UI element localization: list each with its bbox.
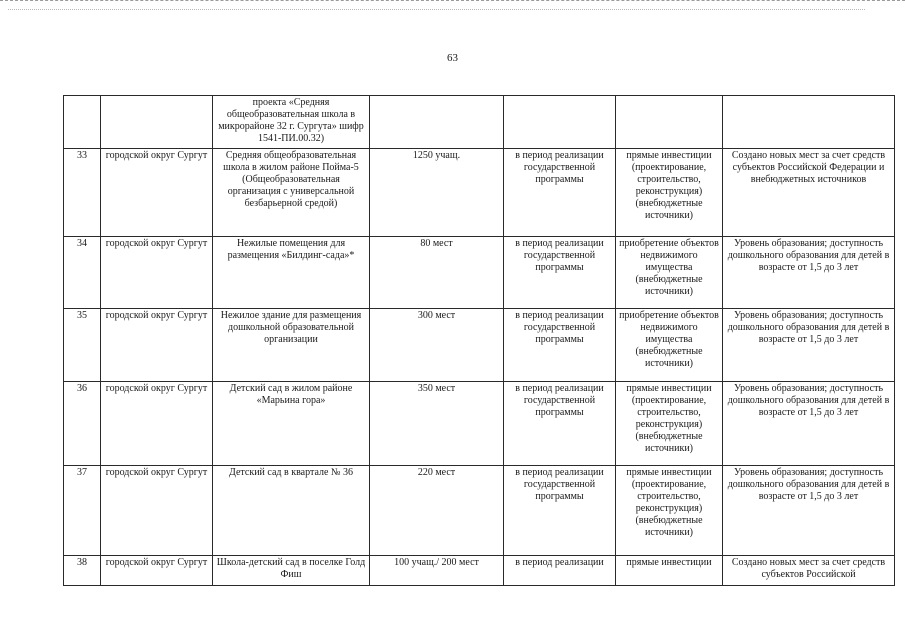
cell-result: Создано новых мест за счет средств субъектов Российской Федерации и внебюджетных источников	[723, 149, 895, 237]
table-row	[64, 382, 895, 466]
cell-district: городской округ Сургут	[101, 309, 213, 382]
cell-investment-type: прямые инвестиции (проектирование, строительство, реконструкция) (внебюджетные источники)	[616, 466, 723, 556]
cell-capacity: 80 мест	[370, 237, 504, 309]
table-row	[64, 309, 895, 382]
cell-district: городской округ Сургут	[101, 466, 213, 556]
cell-capacity	[370, 96, 504, 149]
cell-object: Нежилые помещения для размещения «Билдинг-сада»*	[213, 237, 370, 309]
cell-investment-type: прямые инвестиции	[616, 556, 723, 586]
table-row	[64, 149, 895, 237]
cell-investment-type: приобретение объектов недвижимого имущества (внебюджетные источники)	[616, 237, 723, 309]
cell-number: 33	[64, 149, 101, 237]
cell-object: проекта «Средняя общеобразовательная школа в микрорайоне 32 г. Сургута» шифр 1541-ПИ.00.32)	[213, 96, 370, 149]
cell-number: 34	[64, 237, 101, 309]
cell-investment-type: приобретение объектов недвижимого имущества (внебюджетные источники)	[616, 309, 723, 382]
cell-result: Создано новых мест за счет средств субъектов Российской	[723, 556, 895, 586]
cell-capacity: 300 мест	[370, 309, 504, 382]
cell-capacity: 1250 учащ.	[370, 149, 504, 237]
investment-objects-table	[63, 95, 895, 586]
table-row	[64, 237, 895, 309]
cell-object: Детский сад в квартале № 36	[213, 466, 370, 556]
cell-investment-type	[616, 96, 723, 149]
cell-district	[101, 96, 213, 149]
cell-result: Уровень образования; доступность дошкольного образования для детей в возрасте от 1,5 до 3 лет	[723, 382, 895, 466]
scan-edge-artifact	[0, 0, 905, 22]
cell-period: в период реализации государственной программы	[504, 382, 616, 466]
cell-district: городской округ Сургут	[101, 382, 213, 466]
cell-result: Уровень образования; доступность дошкольного образования для детей в возрасте от 1,5 до 3 лет	[723, 309, 895, 382]
cell-period: в период реализации государственной программы	[504, 237, 616, 309]
cell-period	[504, 96, 616, 149]
table-row	[64, 556, 895, 586]
page-number: 63	[447, 52, 458, 64]
cell-period: в период реализации	[504, 556, 616, 586]
cell-object: Детский сад в жилом районе «Марьина гора»	[213, 382, 370, 466]
cell-number: 36	[64, 382, 101, 466]
cell-period: в период реализации государственной программы	[504, 309, 616, 382]
cell-result: Уровень образования; доступность дошкольного образования для детей в возрасте от 1,5 до 3 лет	[723, 237, 895, 309]
cell-number: 35	[64, 309, 101, 382]
cell-capacity: 100 учащ./ 200 мест	[370, 556, 504, 586]
cell-district: городской округ Сургут	[101, 237, 213, 309]
table-row	[64, 96, 895, 149]
cell-investment-type: прямые инвестиции (проектирование, строительство, реконструкция) (внебюджетные источники)	[616, 149, 723, 237]
cell-district: городской округ Сургут	[101, 556, 213, 586]
cell-period: в период реализации государственной программы	[504, 149, 616, 237]
cell-object: Школа-детский сад в поселке Голд Фиш	[213, 556, 370, 586]
cell-capacity: 220 мест	[370, 466, 504, 556]
cell-number: 38	[64, 556, 101, 586]
cell-result: Уровень образования; доступность дошкольного образования для детей в возрасте от 1,5 до 3 лет	[723, 466, 895, 556]
cell-number	[64, 96, 101, 149]
cell-investment-type: прямые инвестиции (проектирование, строительство, реконструкция) (внебюджетные источники)	[616, 382, 723, 466]
cell-period: в период реализации государственной программы	[504, 466, 616, 556]
cell-object: Нежилое здание для размещения дошкольной образовательной организации	[213, 309, 370, 382]
cell-number: 37	[64, 466, 101, 556]
cell-district: городской округ Сургут	[101, 149, 213, 237]
cell-object: Средняя общеобразовательная школа в жилом районе Пойма-5 (Общеобразовательная организация с универсальной безбарьерной средой)	[213, 149, 370, 237]
cell-result	[723, 96, 895, 149]
table-row	[64, 466, 895, 556]
cell-capacity: 350 мест	[370, 382, 504, 466]
